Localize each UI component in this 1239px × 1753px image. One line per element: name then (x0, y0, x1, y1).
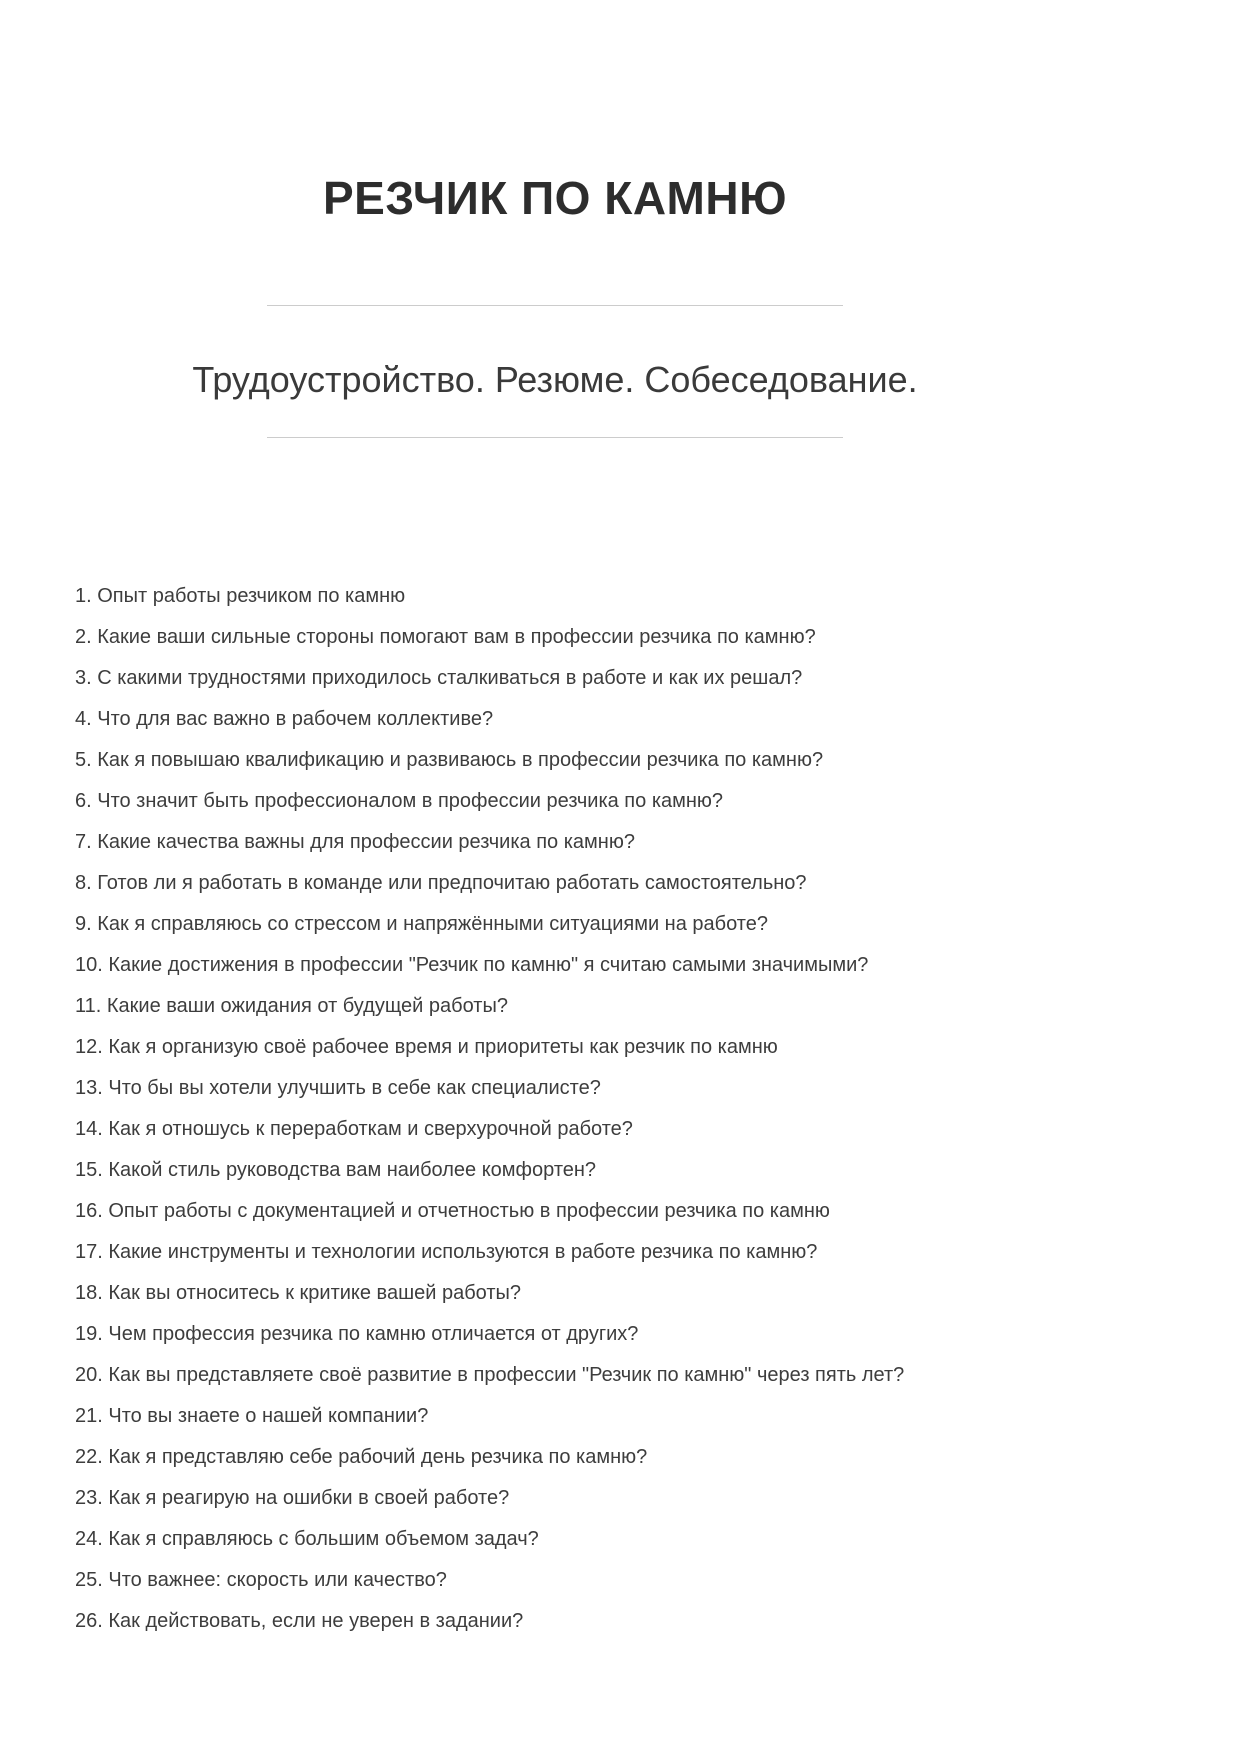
question-item: 23. Как я реагирую на ошибки в своей работе? (75, 1487, 510, 1510)
question-item: 16. Опыт работы с документацией и отчетностью в профессии резчика по камню (75, 1200, 830, 1223)
question-item: 26. Как действовать, если не уверен в задании? (75, 1610, 524, 1633)
question-item: 10. Какие достижения в профессии "Резчик по камню" я считаю самыми значимыми? (75, 954, 869, 977)
page-title: РЕЗЧИК ПО КАМНЮ (322, 172, 788, 224)
question-item: 17. Какие инструменты и технологии используются в работе резчика по камню? (75, 1241, 818, 1264)
question-item: 12. Как я организую своё рабочее время и приоритеты как резчик по камню (75, 1036, 778, 1059)
question-item: 11. Какие ваши ожидания от будущей работы? (75, 995, 508, 1018)
question-item: 8. Готов ли я работать в команде или предпочитаю работать самостоятельно? (75, 872, 807, 895)
page-subtitle: Трудоустройство. Резюме. Собеседование. (192, 358, 918, 400)
question-item: 18. Как вы относитесь к критике вашей работы? (75, 1282, 522, 1305)
question-item: 14. Как я отношусь к переработкам и сверхурочной работе? (75, 1118, 633, 1141)
question-item: 1. Опыт работы резчиком по камню (75, 585, 406, 608)
question-item: 4. Что для вас важно в рабочем коллективе? (75, 708, 494, 731)
question-item: 3. С какими трудностями приходилось сталкиваться в работе и как их решал? (75, 667, 803, 690)
question-item: 7. Какие качества важны для профессии резчика по камню? (75, 831, 635, 854)
question-list (75, 576, 1035, 1642)
question-item: 20. Как вы представляете своё развитие в профессии "Резчик по камню" через пять лет? (75, 1364, 905, 1387)
question-item: 22. Как я представляю себе рабочий день резчика по камню? (75, 1446, 648, 1469)
question-item: 2. Какие ваши сильные стороны помогают вам в профессии резчика по камню? (75, 626, 816, 649)
question-item: 5. Как я повышаю квалификацию и развиваюсь в профессии резчика по камню? (75, 749, 824, 772)
question-item: 13. Что бы вы хотели улучшить в себе как специалисте? (75, 1077, 601, 1100)
question-item: 25. Что важнее: скорость или качество? (75, 1569, 447, 1592)
question-item: 6. Что значит быть профессионалом в профессии резчика по камню? (75, 790, 724, 813)
divider-bottom (267, 437, 843, 438)
question-item: 9. Как я справляюсь со стрессом и напряжёнными ситуациями на работе? (75, 913, 768, 936)
question-item: 15. Какой стиль руководства вам наиболее комфортен? (75, 1159, 597, 1182)
question-item: 24. Как я справляюсь с большим объемом задач? (75, 1528, 539, 1551)
question-item: 19. Чем профессия резчика по камню отличается от других? (75, 1323, 639, 1346)
divider-top (267, 305, 843, 306)
question-item: 21. Что вы знаете о нашей компании? (75, 1405, 429, 1428)
